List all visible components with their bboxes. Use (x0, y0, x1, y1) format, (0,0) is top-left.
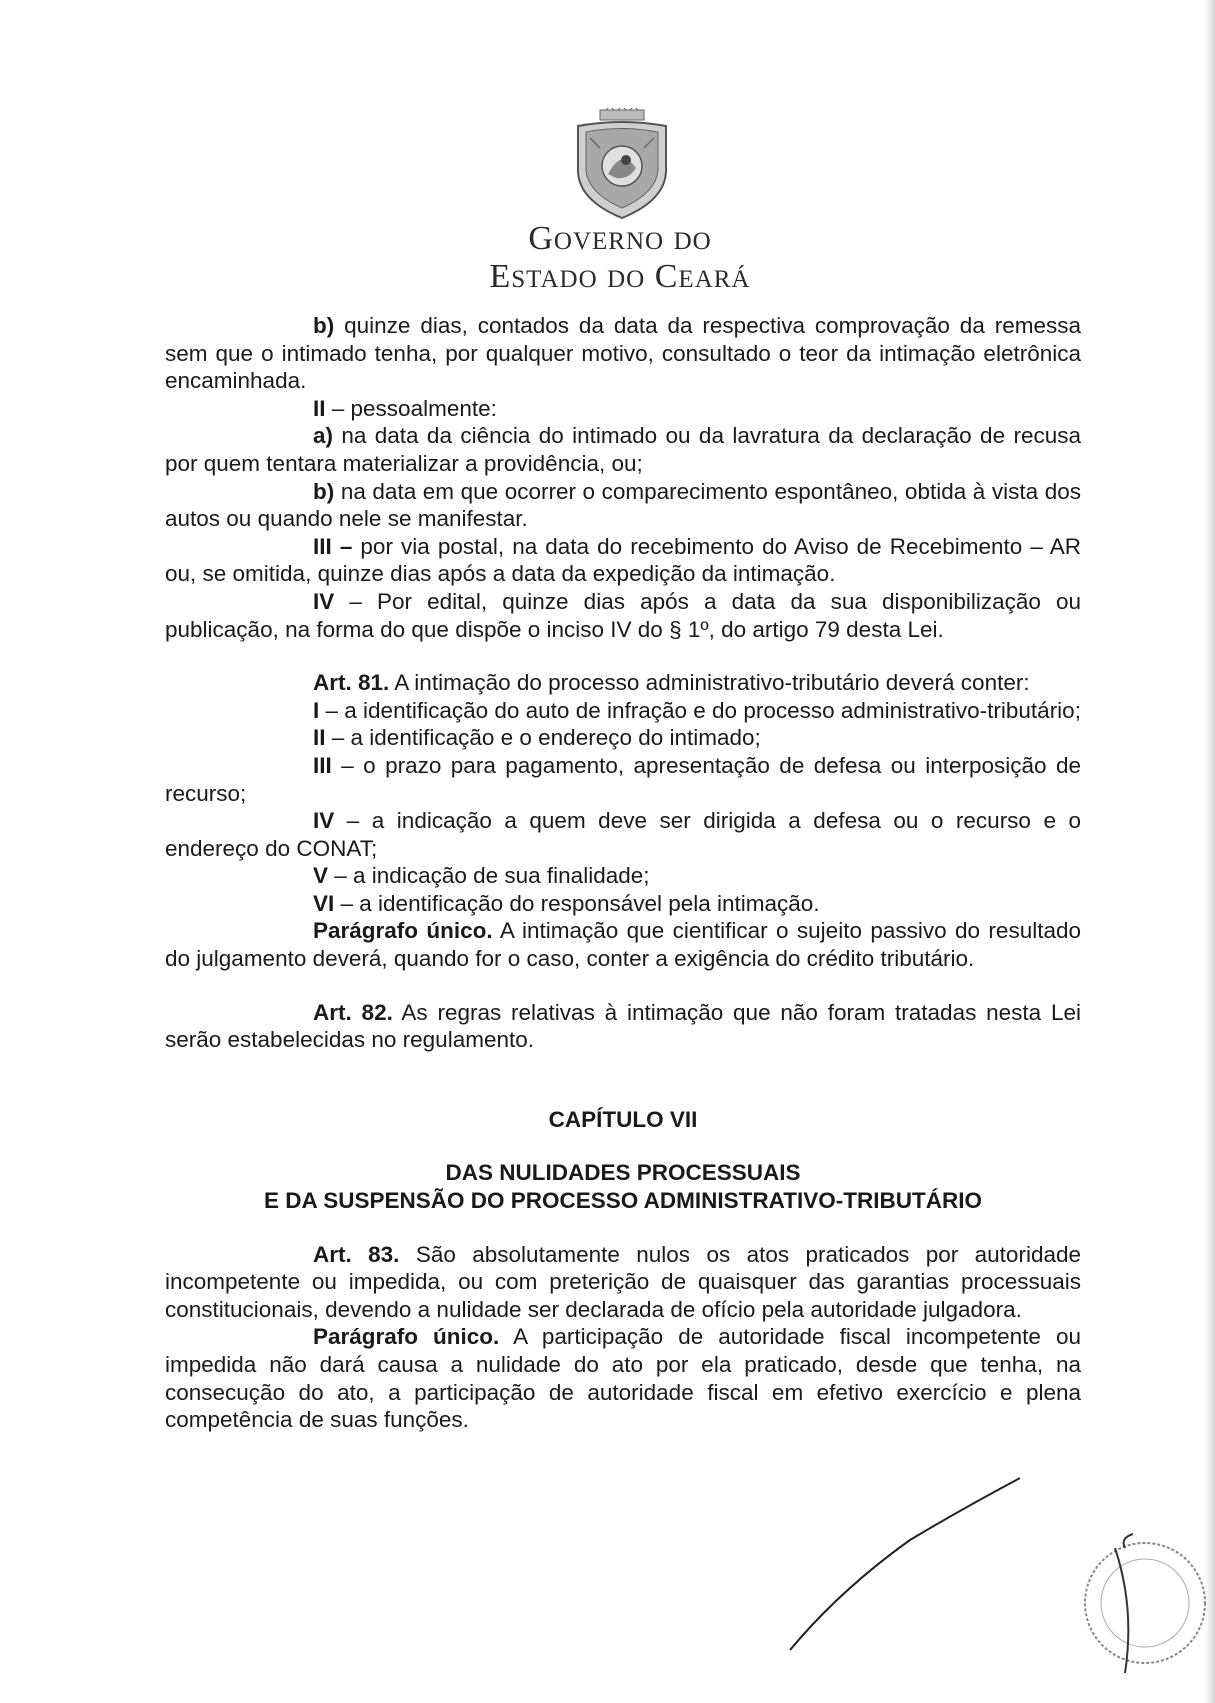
article-82: Art. 82. As regras relativas à intimação que não foram tratadas nesta Lei serão estabelecidas no regulamento. (165, 999, 1082, 1053)
paragraph: b) quinze dias, contados da data da respectiva comprovação da remessa sem que o intimado tenha, por qualquer motivo, consultado o teor da intimação eletrônica encaminhada. (165, 313, 1081, 394)
article-81-item-vi: VI – a identificação do responsável pela intimação. (313, 890, 820, 916)
article-83: Art. 83. São absolutamente nulos os atos praticados por autoridade incompetente ou impedida, ou com preterição de quaisquer das garantias processuais constitucionais, devendo a nulidade ser declarada de ofício pela autoridade julgadora. (165, 1241, 1081, 1322)
handwritten-signature (780, 1470, 1080, 1670)
paragraph: a) na data da ciência do intimado ou da lavratura da declaração de recusa por quem tentara materializar a providência, ou; (165, 423, 1081, 476)
article-81-item-iv: IV – a indicação a quem deve ser dirigida a defesa ou o recurso e o endereço do CONAT; (165, 808, 1081, 861)
state-coat-of-arms-icon (570, 108, 674, 220)
paragraph: III – por via postal, na data do recebimento do Aviso de Recebimento – AR ou, se omitida, quinze dias após a data da expedição da intimação. (165, 533, 1081, 587)
chapter-title-line2: E DA SUSPENSÃO DO PROCESSO ADMINISTRATIVO-TRIBUTÁRIO (264, 1188, 982, 1214)
document-body (165, 312, 1081, 1434)
paragraph: II – pessoalmente: (313, 395, 497, 421)
article-81: Art. 81. A intimação do processo administrativo-tributário deverá conter: (313, 670, 1030, 696)
article-81-item-ii: II – a identificação e o endereço do intimado; (313, 725, 761, 751)
paragraph: b) na data em que ocorrer o comparecimento espontâneo, obtida à vista dos autos ou quando nele se manifestar. (165, 478, 1081, 532)
government-header-line1: GOVERNO DO (528, 220, 712, 257)
paragraph: IV – Por edital, quinze dias após a data da sua disponibilização ou publicação, na forma do que dispõe o inciso IV do § 1º, do artigo 79 desta Lei. (165, 588, 1081, 642)
article-81-item-v: V – a indicação de sua finalidade; (313, 863, 650, 889)
article-81-item-iii: III – o prazo para pagamento, apresentação de defesa ou interposição de recurso; (165, 752, 1081, 806)
article-81-sole-paragraph: Parágrafo único. A intimação que cientificar o sujeito passivo do resultado do julgamento deverá, quando for o caso, conter a exigência do crédito tributário. (165, 918, 1081, 972)
article-83-sole-paragraph: Parágrafo único. A participação de autoridade fiscal incompetente ou impedida não dará causa a nulidade do ato por ela praticado, desde que tenha, na consecução do ato, a participação de autoridade fiscal em efetivo exercício e plena competência de suas funções. (165, 1324, 1081, 1433)
government-header-line2: ESTADO DO CEARÁ (489, 258, 751, 295)
chapter-heading: CAPÍTULO VII (548, 1106, 698, 1132)
scan-edge-shadow (1205, 0, 1215, 1703)
official-stamp (1075, 1528, 1215, 1678)
article-81-item-i: I – a identificação do auto de infração e do processo administrativo-tributário; (313, 697, 1081, 723)
chapter-title-line1: DAS NULIDADES PROCESSUAIS (445, 1160, 801, 1186)
